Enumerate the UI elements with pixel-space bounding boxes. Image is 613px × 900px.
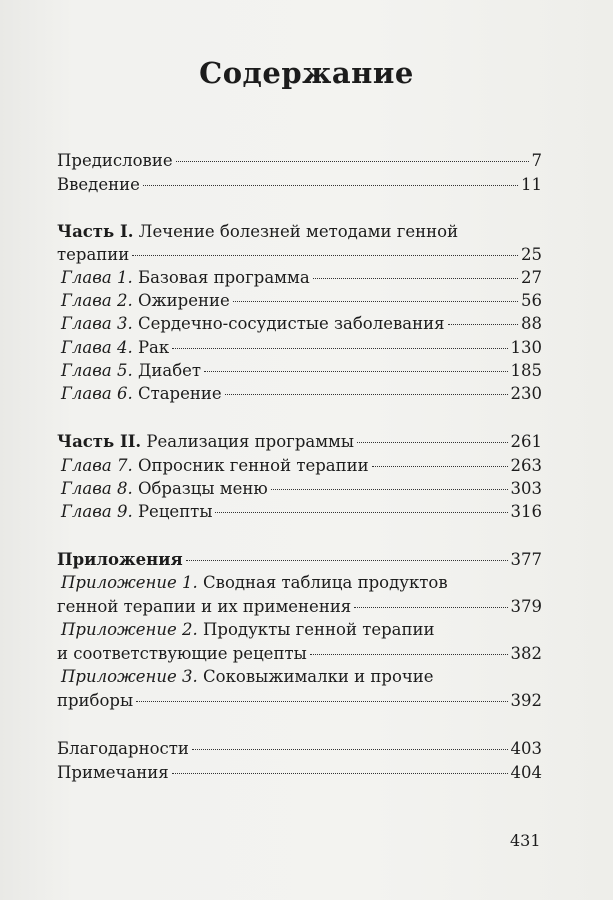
chapter-prefix: Глава 5. <box>61 361 133 380</box>
page-number: 404 <box>510 763 542 782</box>
toc-entry-appendices[interactable] <box>57 550 542 570</box>
dot-leader <box>186 560 508 561</box>
page-number: 392 <box>510 691 542 710</box>
chapter-label: Образцы меню <box>132 479 268 498</box>
appendix-title-line2: генной терапии и их применения <box>57 597 352 616</box>
toc-entry-chapter-9[interactable] <box>61 502 542 522</box>
part-prefix: Часть I. <box>57 222 134 241</box>
chapter-label: Рак <box>132 338 170 357</box>
toc-appendix-3-line1[interactable] <box>61 667 434 687</box>
page-folio-number: 431 <box>510 831 541 850</box>
chapter-prefix: Глава 8. <box>61 479 133 498</box>
toc-entry-appendix-2[interactable] <box>57 644 542 664</box>
page-number: 11 <box>521 175 542 194</box>
part-title-line2: терапии <box>57 245 130 264</box>
chapter-prefix: Глава 3. <box>61 314 133 333</box>
page-number: 130 <box>510 338 542 357</box>
dot-leader <box>310 654 508 655</box>
dot-leader <box>357 442 507 443</box>
toc-entry-introduction[interactable] <box>57 175 542 195</box>
toc-entry-chapter-1[interactable] <box>61 268 542 288</box>
toc-entry-appendix-1[interactable] <box>57 597 542 617</box>
appendices-label: Приложения <box>57 550 183 569</box>
appendix-prefix: Приложение 2. <box>61 620 198 639</box>
dot-leader <box>271 489 508 490</box>
toc-entry-preface[interactable] <box>57 151 542 171</box>
chapter-prefix: Глава 4. <box>61 338 133 357</box>
toc-entry-notes[interactable] <box>57 763 542 783</box>
chapter-prefix: Глава 9. <box>61 502 133 521</box>
dot-leader <box>233 301 518 302</box>
entry-label: Примечания <box>57 763 169 782</box>
dot-leader <box>172 773 508 774</box>
page-number: 303 <box>510 479 542 498</box>
page-number: 316 <box>510 502 542 521</box>
page-number: 377 <box>510 550 542 569</box>
toc-entry-acknowledgements[interactable] <box>57 739 542 759</box>
chapter-label: Рецепты <box>132 502 213 521</box>
page-number: 230 <box>510 384 542 403</box>
page-number: 379 <box>510 597 542 616</box>
page-number: 7 <box>531 151 542 170</box>
chapter-label: Сердечно-сосудистые заболевания <box>132 314 445 333</box>
page-number: 88 <box>521 314 542 333</box>
page-number: 263 <box>510 456 542 475</box>
appendix-title-line1: Сводная таблица продуктов <box>197 573 448 592</box>
toc-entry-chapter-2[interactable] <box>61 291 542 311</box>
dot-leader <box>136 701 507 702</box>
part-title-line1: Лечение болезней методами генной <box>133 222 459 241</box>
appendix-prefix: Приложение 3. <box>61 667 198 686</box>
chapter-label: Старение <box>132 384 222 403</box>
dot-leader <box>225 394 508 395</box>
appendix-title-line1: Соковыжималки и прочие <box>197 667 434 686</box>
chapter-prefix: Глава 6. <box>61 384 133 403</box>
toc-entry-appendix-3[interactable] <box>57 691 542 711</box>
part-prefix: Часть II. <box>57 432 142 451</box>
toc-entry-chapter-5[interactable] <box>61 361 542 381</box>
chapter-label: Диабет <box>132 361 202 380</box>
page-number: 25 <box>521 245 542 264</box>
dot-leader <box>354 607 507 608</box>
dot-leader <box>215 512 507 513</box>
page-number: 261 <box>510 432 542 451</box>
dot-leader <box>372 466 508 467</box>
entry-label: Предисловие <box>57 151 173 170</box>
chapter-label: Опросник генной терапии <box>132 456 369 475</box>
page-number: 185 <box>510 361 542 380</box>
dot-leader <box>192 749 508 750</box>
toc-entry-part-1[interactable] <box>57 245 542 265</box>
toc-entry-chapter-3[interactable] <box>61 314 542 334</box>
page-number: 382 <box>510 644 542 663</box>
chapter-prefix: Глава 1. <box>61 268 133 287</box>
appendix-title-line2: и соответствующие рецепты <box>57 644 307 663</box>
chapter-prefix: Глава 7. <box>61 456 133 475</box>
appendix-prefix: Приложение 1. <box>61 573 198 592</box>
dot-leader <box>204 371 507 372</box>
page-number: 403 <box>510 739 542 758</box>
toc-appendix-2-line1[interactable] <box>61 620 434 640</box>
dot-leader <box>172 348 507 349</box>
appendix-title-line2: приборы <box>57 691 134 710</box>
dot-leader <box>132 255 518 256</box>
appendix-title-line1: Продукты генной терапии <box>197 620 435 639</box>
page-number: 27 <box>521 268 542 287</box>
toc-entry-chapter-7[interactable] <box>61 456 542 476</box>
entry-label: Благодарности <box>57 739 189 758</box>
page-title: Содержание <box>199 56 414 90</box>
toc-entry-chapter-4[interactable] <box>61 338 542 358</box>
dot-leader <box>176 161 529 162</box>
dot-leader <box>143 185 518 186</box>
dot-leader <box>448 324 518 325</box>
part-title: Реализация программы <box>141 432 355 451</box>
chapter-label: Базовая программа <box>132 268 310 287</box>
toc-appendix-1-line1[interactable] <box>61 573 448 593</box>
toc-entry-chapter-6[interactable] <box>61 384 542 404</box>
page-number: 56 <box>521 291 542 310</box>
entry-label: Введение <box>57 175 140 194</box>
chapter-label: Ожирение <box>132 291 230 310</box>
chapter-prefix: Глава 2. <box>61 291 133 310</box>
toc-entry-chapter-8[interactable] <box>61 479 542 499</box>
toc-entry-part-2[interactable] <box>57 432 542 452</box>
toc-part-1-heading[interactable] <box>57 222 458 242</box>
dot-leader <box>313 278 518 279</box>
